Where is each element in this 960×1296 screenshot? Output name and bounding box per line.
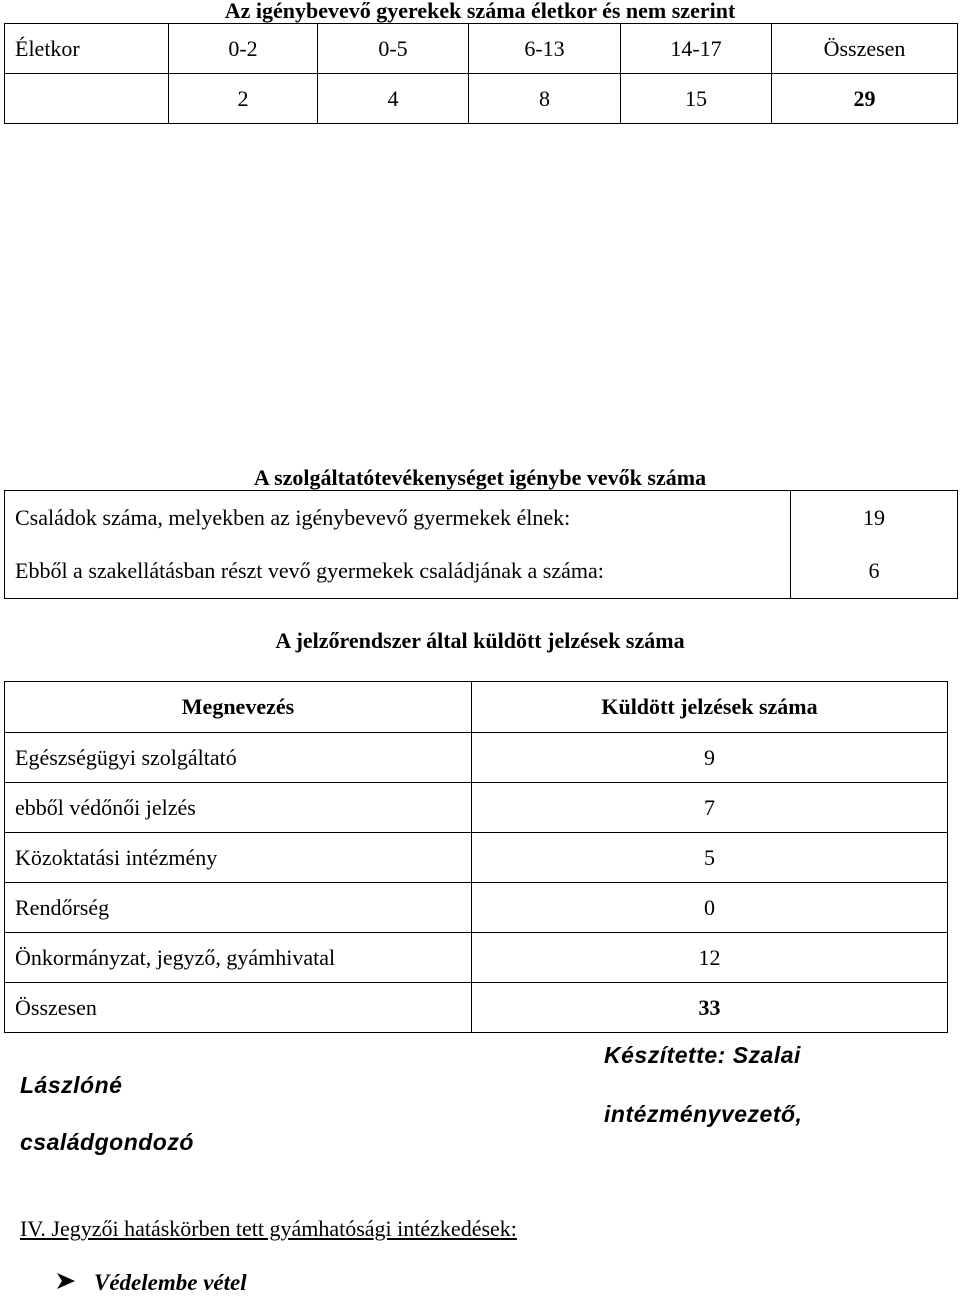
signal-header-count: Küldött jelzések száma (472, 682, 948, 733)
age-total-cell: 29 (772, 74, 958, 124)
age-value-cell: 15 (621, 74, 772, 124)
signature-role-caseworker: családgondozó (20, 1129, 194, 1155)
age-header-cell: 6-13 (469, 24, 621, 74)
signal-label: Rendőrség (5, 883, 472, 933)
signal-header-row (5, 682, 948, 733)
signal-row (5, 833, 948, 883)
service-label: Családok száma, melyekben az igénybevevő gyermekek élnek: (5, 491, 791, 545)
bullet-item (56, 1270, 247, 1296)
signal-table (4, 681, 948, 1033)
age-value-cell: 2 (169, 74, 318, 124)
signal-value: 12 (472, 933, 948, 983)
signal-label: Közoktatási intézmény (5, 833, 472, 883)
age-value-cell: 8 (469, 74, 621, 124)
signal-header-name: Megnevezés (5, 682, 472, 733)
age-header-cell: Összesen (772, 24, 958, 74)
signal-value: 0 (472, 883, 948, 933)
arrow-bullet-icon (56, 1272, 76, 1295)
signal-row (5, 783, 948, 833)
age-table-header-row (5, 24, 958, 74)
section-heading: IV. Jegyzői hatáskörben tett gyámhatósági intézkedések: (20, 1216, 517, 1241)
signal-row (5, 883, 948, 933)
signal-total-value: 33 (472, 983, 948, 1033)
signal-label: Önkormányzat, jegyző, gyámhivatal (5, 933, 472, 983)
signal-value: 5 (472, 833, 948, 883)
service-value: 19 (791, 491, 958, 545)
age-table-value-row (5, 74, 958, 124)
service-row (5, 491, 958, 545)
signal-total-label: Összesen (5, 983, 472, 1033)
age-header-cell: 14-17 (621, 24, 772, 74)
service-label: Ebből a szakellátásban részt vevő gyermekek családjának a száma: (5, 545, 791, 599)
signal-total-row (5, 983, 948, 1033)
signal-row (5, 733, 948, 783)
age-header-cell: 0-2 (169, 24, 318, 74)
bullet-label: Védelembe vétel (94, 1270, 247, 1295)
service-table (4, 490, 958, 599)
age-table (4, 23, 958, 124)
signal-row (5, 933, 948, 983)
age-header-cell: Életkor (5, 24, 169, 74)
age-value-cell: 4 (318, 74, 469, 124)
age-empty-cell (5, 74, 169, 124)
service-row (5, 545, 958, 599)
signature-name: Lászlóné (20, 1072, 123, 1098)
signal-table-title: A jelzőrendszer által küldött jelzések száma (275, 628, 685, 653)
signature-role-manager: intézményvezető, (604, 1101, 803, 1127)
age-table-title: Az igénybevevő gyerekek száma életkor és nem szerint (224, 0, 736, 23)
signal-value: 7 (472, 783, 948, 833)
signal-label: ebből védőnői jelzés (5, 783, 472, 833)
signature-prepared-by: Készítette: Szalai (604, 1042, 801, 1068)
service-value: 6 (791, 545, 958, 599)
signal-label: Egészségügyi szolgáltató (5, 733, 472, 783)
age-header-cell: 0-5 (318, 24, 469, 74)
service-table-title: A szolgáltatótevékenységet igénybe vevők száma (253, 465, 707, 490)
signal-value: 9 (472, 733, 948, 783)
